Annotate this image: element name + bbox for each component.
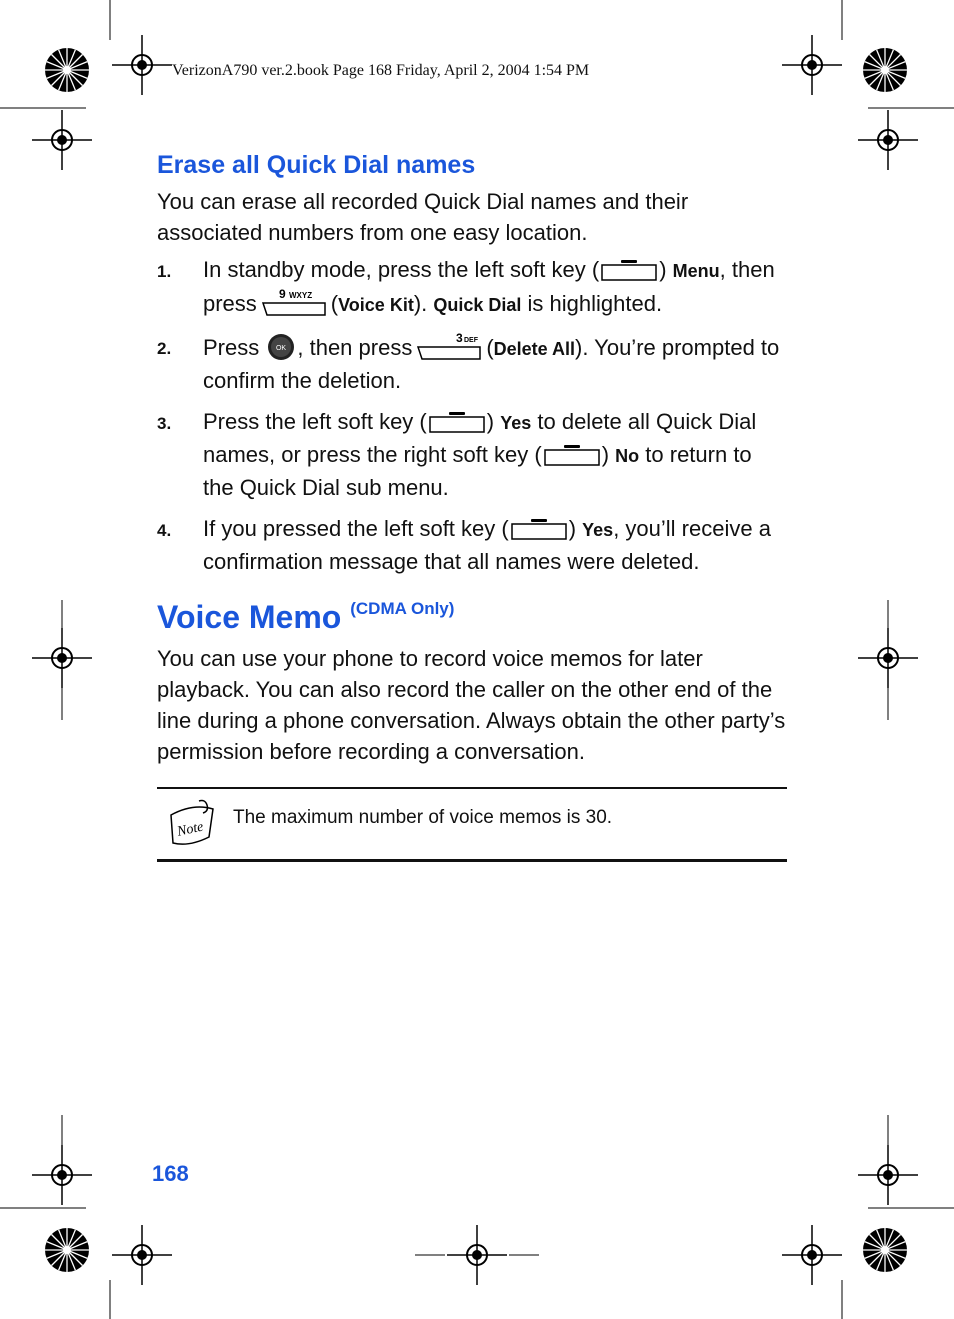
step-3: 3. Press the left soft key ( ) Yes to delete all Quick Dial names, or press the right soft key ( ) No to return to the Quick Dial sub menu. <box>157 409 757 500</box>
page-content <box>157 148 787 862</box>
voice-memo-body: You can use your phone to record voice memos for later playback. You can also record the caller on the other end of the line during a phone conversation. Always obtain the other party’s permission before recording a conversation. <box>157 646 786 764</box>
note-icon <box>163 797 219 849</box>
registration-burst-icon <box>863 48 907 92</box>
svg-text:Note: Note <box>175 819 205 840</box>
step-1: 1. In standby mode, press the left soft key ( ) Menu, then press 9 WXYZ (Voice Kit). Quick Dial is highlighted. <box>157 257 775 316</box>
right-soft-key-icon <box>544 444 600 466</box>
running-head: VerizonA790 ver.2.book Page 168 Friday, April 2, 2004 1:54 PM <box>172 62 590 79</box>
registration-burst-icon <box>45 1228 89 1272</box>
key-9-icon <box>261 287 327 317</box>
key-3-icon <box>416 331 482 361</box>
registration-burst-icon <box>863 1228 907 1272</box>
note-box <box>157 787 787 862</box>
note-text: The maximum number of voice memos is 30. <box>233 807 613 828</box>
voice-memo-heading-sup: (CDMA Only) <box>350 599 455 618</box>
left-soft-key-icon <box>511 518 567 540</box>
svg-text:WXYZ: WXYZ <box>288 291 312 300</box>
svg-text:9: 9 <box>278 287 286 301</box>
page-number: 168 <box>152 1161 189 1186</box>
svg-text:3: 3 <box>456 331 464 345</box>
voice-memo-heading: Voice Memo $^{(CDMA Only)}$ <box>157 599 455 635</box>
svg-text:OK: OK <box>276 345 287 352</box>
step-2: 2. Press OK , then press 3 DEF (Delete All). You’re prompted to confirm the deletion. <box>157 331 780 393</box>
left-soft-key-icon <box>601 259 657 281</box>
registration-burst-icon <box>45 48 89 92</box>
erase-steps <box>157 254 787 577</box>
erase-intro: You can erase all recorded Quick Dial names and their associated numbers from one easy location. <box>157 189 689 245</box>
erase-heading: Erase all Quick Dial names <box>157 151 476 179</box>
left-soft-key-icon <box>429 411 485 433</box>
step-4: 4. If you pressed the left soft key ( ) Yes, you’ll receive a confirmation message that all names were deleted. <box>157 516 771 574</box>
svg-text:DEF: DEF <box>464 337 479 344</box>
ok-key-icon <box>267 333 295 361</box>
